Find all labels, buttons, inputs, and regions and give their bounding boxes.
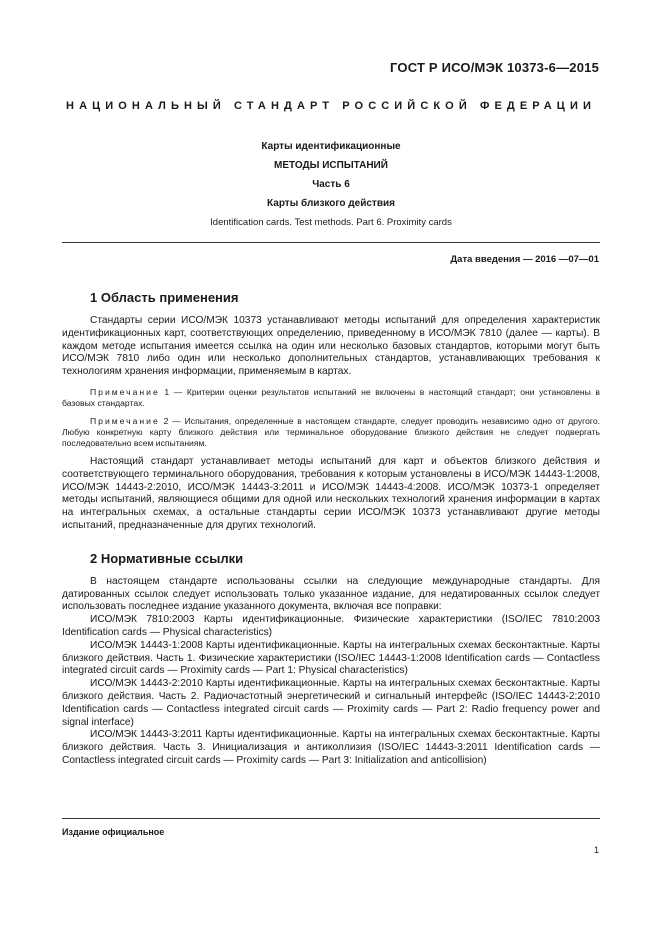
top-divider	[62, 242, 600, 243]
introduction-date: Дата введения — 2016 —07—01	[450, 254, 599, 265]
normative-reference-item: ИСО/МЭК 14443-2:2010 Карты идентификационные. Карты на интегральных схемах бесконтактные. Карты близкого действия. Часть 2. Радиочастотный энергетический и сигнальный интерфейс (ISO/IEC 14443-2:2010 Identification cards — Contactless integrated circuit cards — Proximity cards — Part 2: Radio frequency power and signal interface)	[62, 678, 600, 728]
main-content	[62, 290, 600, 768]
normative-reference-item: ИСО/МЭК 7810:2003 Карты идентификационные. Физические характеристики (ISO/IEC 7810:2003 Identification cards — Physical characteristics)	[62, 614, 600, 638]
note-1-text: 1 — Критерии оценки результатов испытаний не включены в настоящий стандарт; они установлены в базовых стандартах.	[62, 386, 600, 408]
note-1-label: Примечание	[90, 386, 160, 397]
section-1-heading: 1 Область применения	[90, 290, 239, 305]
section-2-heading: 2 Нормативные ссылки	[90, 550, 244, 566]
note-2-label: Примечание	[90, 415, 160, 426]
section-2-paragraph-1: В настоящем стандарте использованы ссылки на следующие международные стандарты. Для датированных ссылок следует использовать только указанное издание, для недатированных ссылок следует использовать последнее издание указанного документа, включая все поправки:	[62, 575, 600, 613]
national-standard-banner: НАЦИОНАЛЬНЫЙ СТАНДАРТ РОССИЙСКОЙ ФЕДЕРАЦИИ	[66, 100, 596, 112]
title-english: Identification cards. Test methods. Part 6. Proximity cards	[210, 217, 452, 228]
normative-reference-item: ИСО/МЭК 14443-1:2008 Карты идентификационные. Карты на интегральных схемах бесконтактные. Карты близкого действия. Часть 1. Физические характеристики (ISO/IEC 14443-1:2008 Identification cards — Contactless integrated circuit cards — Proximity cards — Part 1: Physical characteristics)	[62, 639, 600, 677]
section-1-paragraph-2: Настоящий стандарт устанавливает методы испытаний для карт и объектов близкого действия и соответствующего терминального оборудования, требования к которым установлены в ИСО/МЭК 14443-1:2008, ИСО/МЭК 14443-2:2010, ИСО/МЭК 14443-3:2011 и ИСО/МЭК 14443-4:2008. ИСО/МЭК 10373-1 определяет методы испытаний, являющиеся общими для одной или нескольких технологий хранения информации в картах на интегральных схемах, а остальные стандарты серии ИСО/МЭК 10373 устанавливают другие методы испытаний, предназначенные для других технологий.	[62, 455, 600, 531]
section-1-note-1	[62, 387, 600, 409]
normative-reference-item: ИСО/МЭК 14443-3:2011 Карты идентификационные. Карты на интегральных схемах бесконтактные. Карты близкого действия. Часть 3. Инициализация и антиколлизия (ISO/IEC 14443-3:2011 Identification cards — Contactless integrated circuit cards — Proximity cards — Part 3: Initialization and anticollision)	[62, 729, 600, 766]
official-edition-label: Издание официальное	[62, 827, 165, 837]
page-number: 1	[593, 845, 599, 855]
title-block	[62, 140, 600, 235]
document-code: ГОСТ Р ИСО/МЭК 10373-6—2015	[390, 60, 599, 75]
title-line-3: Часть 6	[312, 179, 350, 190]
section-1-note-2	[62, 416, 600, 449]
section-1-paragraph-1: Стандарты серии ИСО/МЭК 10373 устанавливают методы испытаний для определения характеристик идентификационных карт, соответствующих определению, приведенному в ИСО/МЭК 7810 (далее — карты). В каждом методе испытания имеется ссылка на один или несколько базовых стандартов, которыми могут быть ИСО/МЭК 7810 либо один или несколько дополнительных стандартов, устанавливающих требования к технологиям хранения информации, применяемым в картах.	[62, 315, 600, 378]
title-line-4: Карты близкого действия	[267, 198, 395, 209]
note-2-text: 2 — Испытания, определенные в настоящем стандарте, следует проводить независимо одно от другого. Любую конкретную карту близкого действия или терминальное оборудование близкого действия не следует подвергать последовательно всем испытаниям.	[62, 415, 600, 448]
bottom-divider	[62, 818, 600, 819]
title-line-2: МЕТОДЫ ИСПЫТАНИЙ	[274, 160, 388, 171]
title-line-1: Карты идентификационные	[261, 141, 401, 152]
